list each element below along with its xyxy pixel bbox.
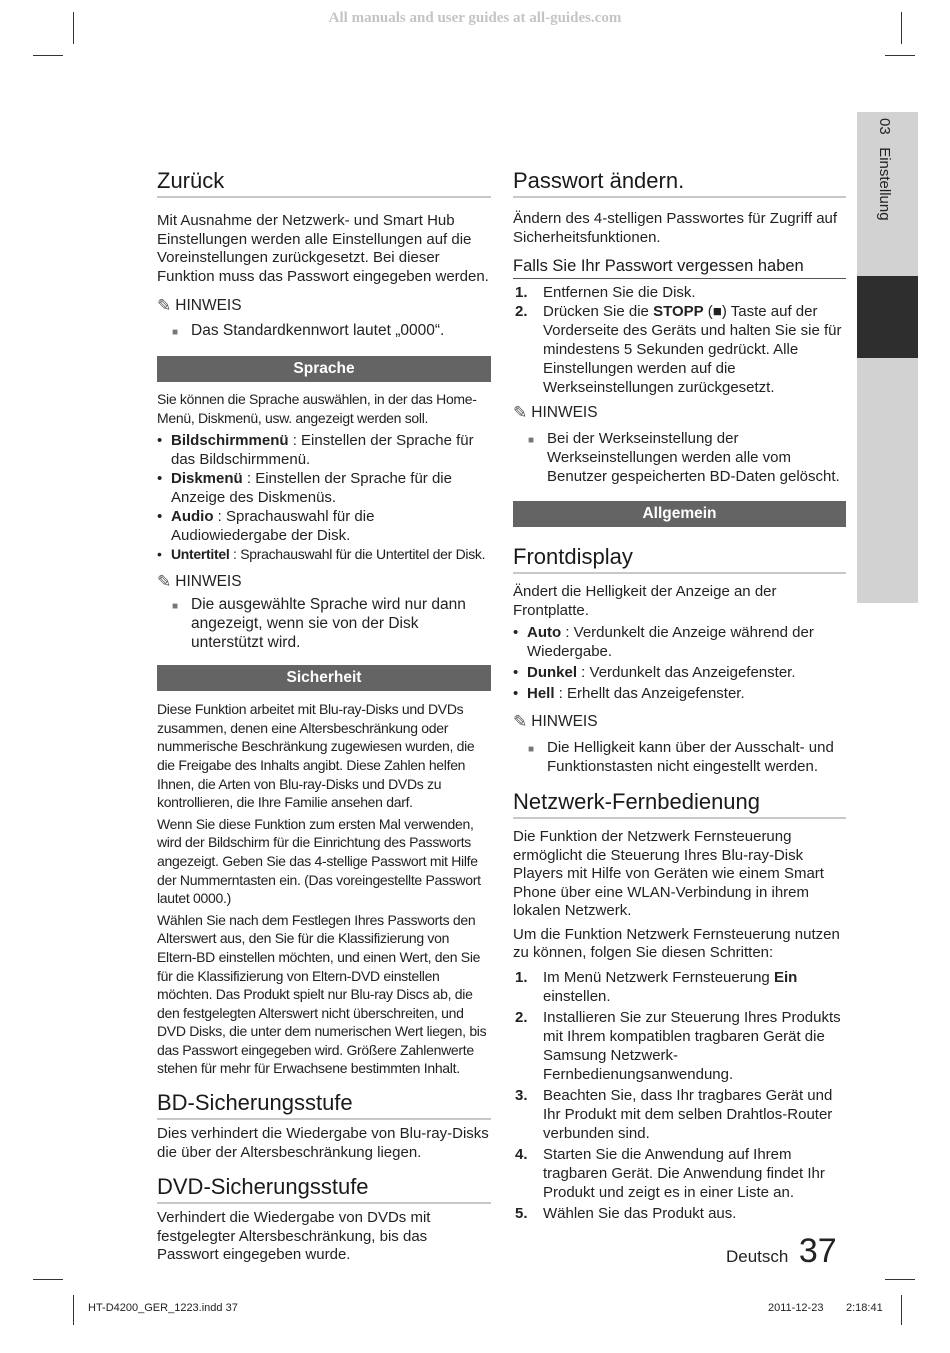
crop-mark xyxy=(33,55,63,56)
note-heading-label: HINWEIS xyxy=(531,404,598,421)
side-tab-marker xyxy=(857,276,918,358)
note-heading xyxy=(513,712,846,732)
dvd-text: Verhindert die Wiedergabe von DVDs mit festgelegter Altersbeschränkung, bis das Passwort eingegeben wurde. xyxy=(157,1209,431,1264)
netzwerk-p1: Die Funktion der Netzwerk Fernsteuerung ermöglicht die Steuerung Ihres Blu-ray-Disk Players mit Hilfe von Geräten wie einem Smart Phone über eine WLAN-Verbindung in ihrem lokalen Netzwerk. xyxy=(513,828,824,919)
note-heading xyxy=(157,572,491,592)
list-item: • Hell : Erhellt das Anzeigefenster. xyxy=(513,685,745,702)
crop-mark xyxy=(73,12,74,44)
crop-mark xyxy=(901,1295,902,1325)
left-column xyxy=(157,168,491,1265)
sprache-list xyxy=(157,431,491,564)
note-heading-label: HINWEIS xyxy=(175,297,242,314)
section-title-dvd: DVD-Sicherungsstufe xyxy=(157,1174,491,1204)
note-heading xyxy=(157,296,491,316)
list-item: • Dunkel : Verdunkelt das Anzeigefenster. xyxy=(513,664,796,681)
step-item: 2. Drücken Sie die STOPP (■) Taste auf der Vorderseite des Geräts und halten Sie sie für mindestens 5 Sekunden gedrückt. Alle Einstellungen werden auf die Werkseinstellungen zurückgesetzt. xyxy=(515,303,842,396)
section-bar-sicherheit: Sicherheit xyxy=(157,665,491,691)
section-title-bd: BD-Sicherungsstufe xyxy=(157,1090,491,1120)
frontdisplay-list xyxy=(513,623,846,703)
pencil-icon: ✎ xyxy=(513,712,528,731)
step-item: 2. Installieren Sie zur Steuerung Ihres Produkts mit Ihrem kompatiblen tragbaren Gerät die Samsung Netzwerk-Fernbedienungsanwendung. xyxy=(515,1008,841,1083)
step-item: 1. Entfernen Sie die Disk. xyxy=(515,284,696,301)
page-number: 37 xyxy=(798,1232,837,1270)
crop-mark xyxy=(73,1295,74,1325)
section-title-netzwerk: Netzwerk-Fernbedienung xyxy=(513,789,846,819)
page-number-block xyxy=(726,1232,837,1271)
step-item: 5. Wählen Sie das Produkt aus. xyxy=(515,1204,737,1222)
sprache-intro: Sie können die Sprache auswählen, in der das Home-Menü, Diskmenü, usw. angezeigt werden soll. xyxy=(157,391,477,426)
pencil-icon: ✎ xyxy=(157,296,172,315)
side-tab-label xyxy=(876,118,893,221)
list-item: • Auto : Verdunkelt die Anzeige während der Wiedergabe. xyxy=(513,624,814,660)
section-title-frontdisplay: Frontdisplay xyxy=(513,544,846,574)
list-item: • Bildschirmmenü : Einstellen der Sprache für das Bildschirmmenü. xyxy=(157,432,474,469)
netzwerk-steps xyxy=(513,968,846,1223)
note-heading-label: HINWEIS xyxy=(531,713,598,730)
note-text: Die Helligkeit kann über der Ausschalt- und Funktionstasten nicht eingestellt werden. xyxy=(547,739,834,775)
note-text: Das Standardkennwort lautet „0000“. xyxy=(191,322,445,339)
pencil-icon: ✎ xyxy=(513,403,528,422)
watermark: All manuals and user guides at all-guides.com xyxy=(328,10,622,26)
step-item: 3. Beachten Sie, dass Ihr tragbares Gerät und Ihr Produkt mit dem selben Drahtlos-Router verbunden sind. xyxy=(515,1086,833,1142)
frontdisplay-text: Ändert die Helligkeit der Anzeige an der Frontplatte. xyxy=(513,583,777,619)
square-bullet-icon: ■ xyxy=(172,327,179,338)
crop-mark xyxy=(33,1279,63,1280)
note-text: Die ausgewählte Sprache wird nur dann angezeigt, wenn sie von der Disk unterstützt wird. xyxy=(191,596,466,652)
note-heading xyxy=(513,403,846,423)
bd-text: Dies verhindert die Wiedergabe von Blu-ray-Disks die über der Altersbeschränkung liegen. xyxy=(157,1125,489,1161)
list-item: • Audio : Sprachauswahl für die Audiowiedergabe der Disk. xyxy=(157,508,375,545)
step-item: 4. Starten Sie die Anwendung auf Ihrem tragbaren Gerät. Die Anwendung findet Ihr Produkt und zeigt es in einer Liste an. xyxy=(515,1145,825,1201)
note-item xyxy=(513,738,846,776)
page-language: Deutsch xyxy=(726,1247,789,1266)
sicherheit-p3: Wählen Sie nach dem Festlegen Ihres Passworts den Alterswert aus, den Sie für die Klassifizierung von Eltern-BD einstellen möchten, und einen Wert, den Sie für die Klassifizierung von Eltern-DVD einstellen möchten. Das Produkt spielt nur Blu-ray Discs ab, die den festgelegten Alterswert nicht überschreiten, und DVD Disks, die unter dem numerischen Wert liegen, bis das Passwort eingegeben wird. Größere Zahlenwerte stehen für mehr für Erwachsene bestimmten Inhalt. xyxy=(157,911,487,1077)
right-column xyxy=(513,168,846,1223)
square-bullet-icon: ■ xyxy=(172,601,179,613)
passwort-steps xyxy=(513,283,846,397)
list-item: • Diskmenü : Einstellen der Sprache für die Anzeige des Diskmenüs. xyxy=(157,470,452,507)
pencil-icon: ✎ xyxy=(157,572,172,592)
square-bullet-icon: ■ xyxy=(528,435,535,446)
section-title-passwort: Passwort ändern. xyxy=(513,168,846,198)
list-item: • Untertitel : Sprachauswahl für die Untertitel der Disk. xyxy=(157,546,486,563)
note-item xyxy=(157,321,491,342)
footer-date: 2011-12-23 xyxy=(768,1302,824,1314)
section-bar-allgemein: Allgemein xyxy=(513,501,846,527)
footer-time: 2:18:41 xyxy=(846,1302,883,1314)
sicherheit-p1: Diese Funktion arbeitet mit Blu-ray-Disks und DVDs zusammen, denen eine Altersbeschränkung oder nummerische Beschränkung zugewiesen wurden, die die Freigabe des Inhalts angibt. Diese Zahlen helfen Ihnen, die Arten von Blu-ray-Disks und DVDs zu kontrollieren, die Ihre Familie ansehen darf. xyxy=(157,701,475,811)
section-title-zuruck: Zurück xyxy=(157,168,491,198)
netzwerk-p2: Um die Funktion Netzwerk Fernsteuerung nutzen zu können, folgen Sie diesen Schritten: xyxy=(513,925,840,961)
passwort-text: Ändern des 4-stelligen Passwortes für Zugriff auf Sicherheitsfunktionen. xyxy=(513,210,838,246)
subsection-title-forgot: Falls Sie Ihr Passwort vergessen haben xyxy=(513,257,846,279)
zuruck-text: Mit Ausnahme der Netzwerk- und Smart Hub Einstellungen werden alle Einstellungen auf die Voreinstellungen zurückgesetzt. Bei dieser Funktion muss das Passwort eingegeben werden. xyxy=(157,212,489,285)
crop-mark xyxy=(901,12,902,44)
footer-file: HT-D4200_GER_1223.indd 37 xyxy=(88,1302,238,1314)
square-bullet-icon: ■ xyxy=(528,744,535,755)
step-item: 1. Im Menü Netzwerk Fernsteuerung Ein einstellen. xyxy=(515,968,798,1005)
note-item xyxy=(157,595,491,652)
sicherheit-p2: Wenn Sie diese Funktion zum ersten Mal verwenden, wird der Bildschirm für die Einrichtung des Passworts angezeigt. Geben Sie das 4-stellige Passwort mit Hilfe der Nummerntasten ein. (Das voreingestellte Passwort lautet 0000.) xyxy=(157,815,481,907)
note-heading-label: HINWEIS xyxy=(175,573,242,591)
crop-mark xyxy=(885,1279,915,1280)
note-item xyxy=(513,429,846,486)
chapter-label: Einstellung xyxy=(876,147,893,221)
crop-mark xyxy=(885,55,915,56)
section-bar-sprache: Sprache xyxy=(157,356,491,382)
chapter-number: 03 xyxy=(876,118,893,135)
note-text: Bei der Werkseinstellung der Werkseinstellungen werden alle vom Benutzer gespeicherten BD-Daten gelöscht. xyxy=(547,430,840,485)
